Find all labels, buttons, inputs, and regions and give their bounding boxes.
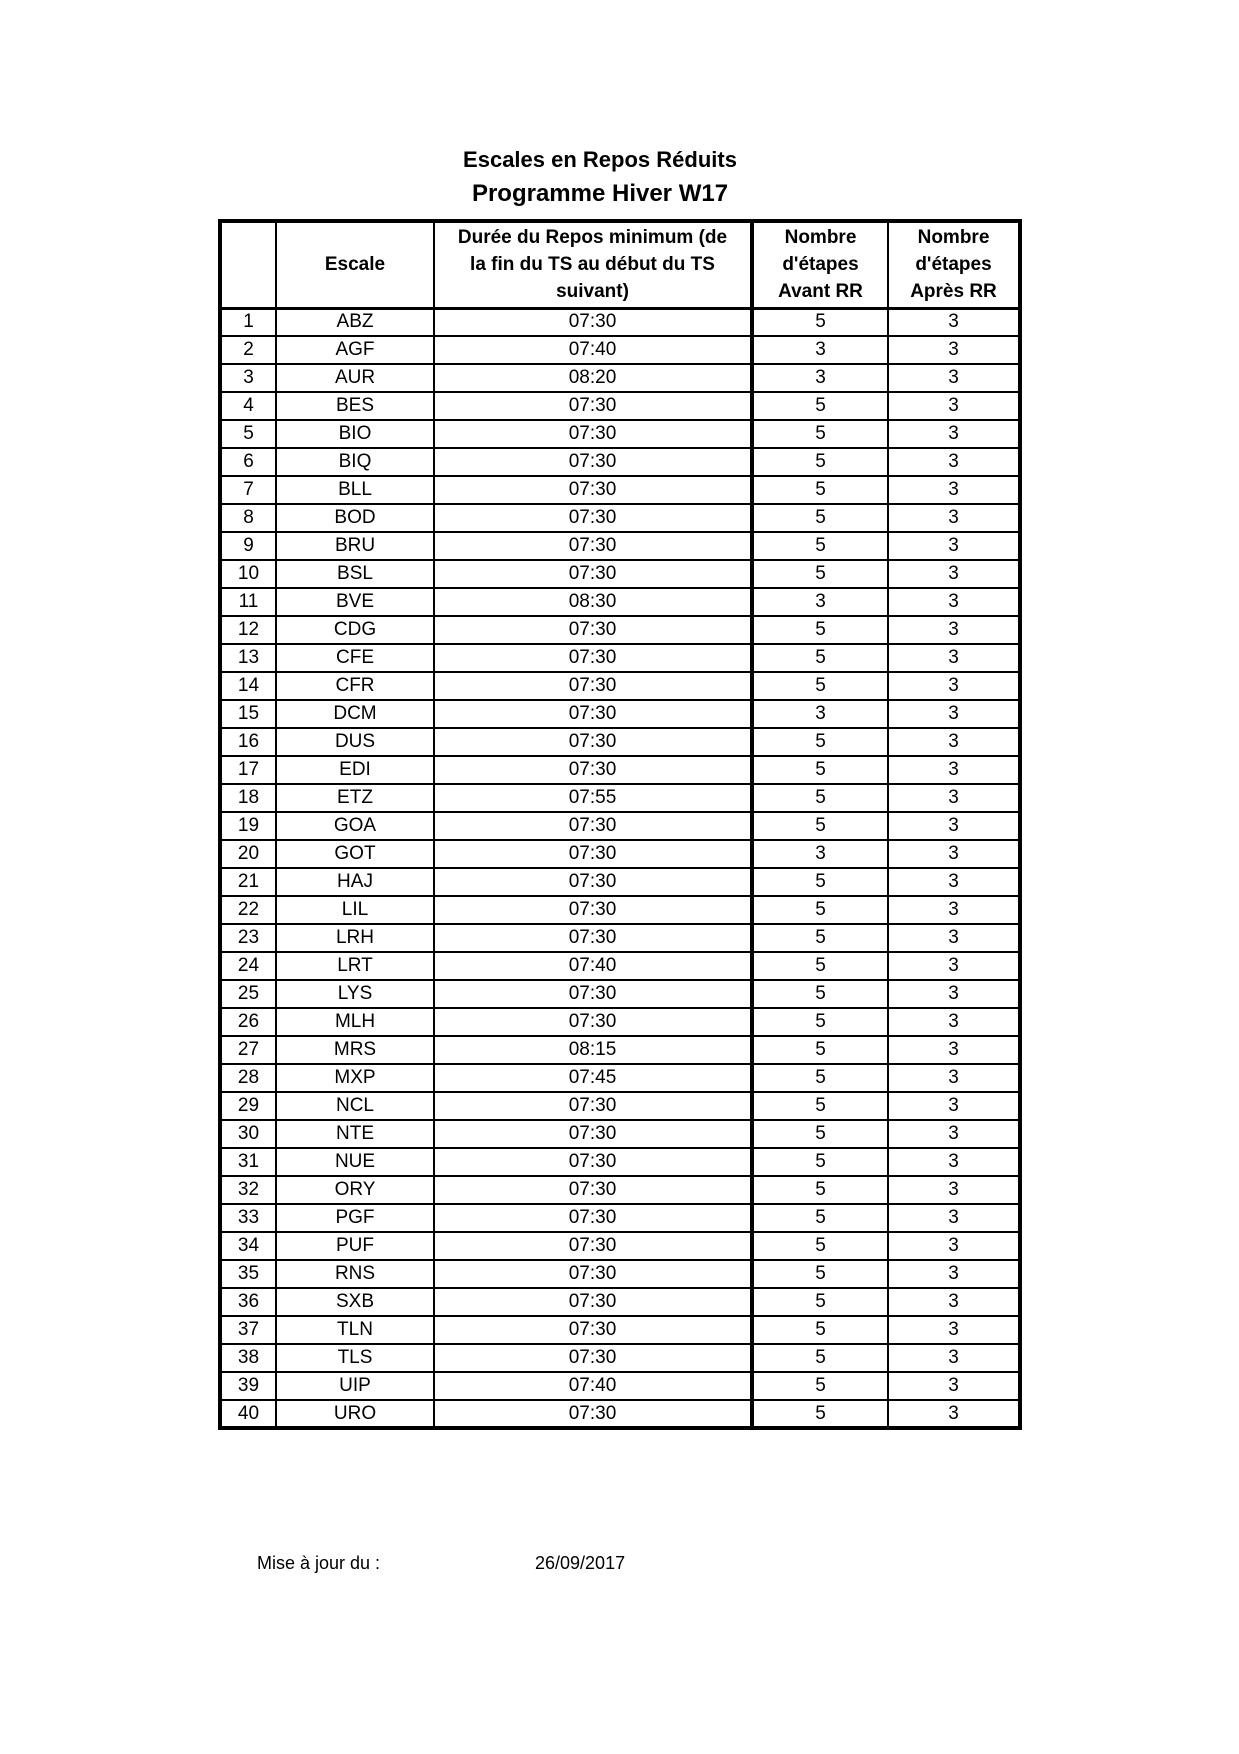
escale-cell: RNS bbox=[276, 1260, 434, 1288]
row-number-cell: 40 bbox=[220, 1400, 276, 1428]
etapes-apres-rr-cell: 3 bbox=[888, 588, 1020, 616]
duree-repos-cell: 07:30 bbox=[434, 896, 752, 924]
row-number-cell: 21 bbox=[220, 868, 276, 896]
escale-cell: BIQ bbox=[276, 448, 434, 476]
escale-cell: UIP bbox=[276, 1372, 434, 1400]
header-apres-line3: Après RR bbox=[910, 281, 997, 303]
escale-cell: HAJ bbox=[276, 868, 434, 896]
escale-cell: LIL bbox=[276, 896, 434, 924]
etapes-avant-rr-cell: 5 bbox=[752, 1008, 888, 1036]
duree-repos-cell: 07:30 bbox=[434, 1316, 752, 1344]
etapes-avant-rr-cell: 5 bbox=[752, 448, 888, 476]
etapes-apres-rr-cell: 3 bbox=[888, 784, 1020, 812]
table-row bbox=[220, 336, 1020, 364]
escale-cell: LRT bbox=[276, 952, 434, 980]
row-number-cell: 22 bbox=[220, 896, 276, 924]
etapes-avant-rr-cell: 5 bbox=[752, 392, 888, 420]
duree-repos-cell: 07:30 bbox=[434, 448, 752, 476]
escale-cell: LRH bbox=[276, 924, 434, 952]
escale-cell: LYS bbox=[276, 980, 434, 1008]
row-number-cell: 31 bbox=[220, 1148, 276, 1176]
etapes-avant-rr-cell: 5 bbox=[752, 644, 888, 672]
row-number-cell: 33 bbox=[220, 1204, 276, 1232]
etapes-apres-rr-cell: 3 bbox=[888, 1372, 1020, 1400]
etapes-apres-rr-cell: 3 bbox=[888, 560, 1020, 588]
row-number-cell: 20 bbox=[220, 840, 276, 868]
duree-repos-cell: 07:30 bbox=[434, 1344, 752, 1372]
etapes-avant-rr-cell: 5 bbox=[752, 1372, 888, 1400]
escale-cell: BLL bbox=[276, 476, 434, 504]
table-row bbox=[220, 1120, 1020, 1148]
etapes-apres-rr-cell: 3 bbox=[888, 756, 1020, 784]
row-number-cell: 37 bbox=[220, 1316, 276, 1344]
etapes-apres-rr-cell: 3 bbox=[888, 1260, 1020, 1288]
etapes-avant-rr-cell: 5 bbox=[752, 924, 888, 952]
duree-repos-cell: 07:30 bbox=[434, 1288, 752, 1316]
escale-cell: BOD bbox=[276, 504, 434, 532]
table-row bbox=[220, 756, 1020, 784]
etapes-apres-rr-cell: 3 bbox=[888, 364, 1020, 392]
escale-cell: SXB bbox=[276, 1288, 434, 1316]
etapes-avant-rr-cell: 5 bbox=[752, 560, 888, 588]
duree-repos-cell: 07:40 bbox=[434, 1372, 752, 1400]
header-etapes-apres-rr bbox=[888, 221, 1020, 308]
header-duree-line2: la fin du TS au début du TS bbox=[470, 254, 715, 276]
etapes-apres-rr-cell: 3 bbox=[888, 812, 1020, 840]
etapes-apres-rr-cell: 3 bbox=[888, 616, 1020, 644]
row-number-cell: 7 bbox=[220, 476, 276, 504]
duree-repos-cell: 07:30 bbox=[434, 1148, 752, 1176]
row-number-cell: 30 bbox=[220, 1120, 276, 1148]
row-number-cell: 36 bbox=[220, 1288, 276, 1316]
document-titles bbox=[0, 148, 1200, 207]
table-row bbox=[220, 728, 1020, 756]
escale-cell: ABZ bbox=[276, 308, 434, 336]
duree-repos-cell: 07:30 bbox=[434, 728, 752, 756]
etapes-avant-rr-cell: 5 bbox=[752, 728, 888, 756]
duree-repos-cell: 07:30 bbox=[434, 1232, 752, 1260]
row-number-cell: 9 bbox=[220, 532, 276, 560]
escale-cell: BIO bbox=[276, 420, 434, 448]
header-etapes-avant-rr bbox=[752, 221, 888, 308]
duree-repos-cell: 07:30 bbox=[434, 924, 752, 952]
duree-repos-cell: 08:20 bbox=[434, 364, 752, 392]
table-row bbox=[220, 560, 1020, 588]
etapes-apres-rr-cell: 3 bbox=[888, 1344, 1020, 1372]
etapes-apres-rr-cell: 3 bbox=[888, 728, 1020, 756]
etapes-avant-rr-cell: 5 bbox=[752, 1064, 888, 1092]
etapes-avant-rr-cell: 5 bbox=[752, 616, 888, 644]
duree-repos-cell: 07:30 bbox=[434, 1092, 752, 1120]
table-row bbox=[220, 700, 1020, 728]
etapes-avant-rr-cell: 5 bbox=[752, 308, 888, 336]
etapes-apres-rr-cell: 3 bbox=[888, 336, 1020, 364]
table-row bbox=[220, 616, 1020, 644]
header-apres-line2: d'étapes bbox=[915, 254, 992, 276]
etapes-avant-rr-cell: 5 bbox=[752, 952, 888, 980]
duree-repos-cell: 07:30 bbox=[434, 868, 752, 896]
etapes-apres-rr-cell: 3 bbox=[888, 924, 1020, 952]
table-row bbox=[220, 392, 1020, 420]
table-row bbox=[220, 1344, 1020, 1372]
duree-repos-cell: 07:30 bbox=[434, 1120, 752, 1148]
row-number-cell: 39 bbox=[220, 1372, 276, 1400]
row-number-cell: 4 bbox=[220, 392, 276, 420]
etapes-apres-rr-cell: 3 bbox=[888, 1148, 1020, 1176]
table-row bbox=[220, 896, 1020, 924]
header-row bbox=[220, 221, 1020, 308]
etapes-avant-rr-cell: 5 bbox=[752, 532, 888, 560]
table-row bbox=[220, 1288, 1020, 1316]
etapes-avant-rr-cell: 5 bbox=[752, 756, 888, 784]
header-duree-line3: suivant) bbox=[556, 281, 629, 303]
etapes-avant-rr-cell: 5 bbox=[752, 868, 888, 896]
row-number-cell: 2 bbox=[220, 336, 276, 364]
escale-cell: GOA bbox=[276, 812, 434, 840]
header-avant-line1: Nombre bbox=[784, 227, 857, 249]
row-number-cell: 38 bbox=[220, 1344, 276, 1372]
page-subtitle: Programme Hiver W17 bbox=[471, 180, 729, 207]
escale-cell: GOT bbox=[276, 840, 434, 868]
escale-cell: CFR bbox=[276, 672, 434, 700]
table-row bbox=[220, 1148, 1020, 1176]
etapes-apres-rr-cell: 3 bbox=[888, 1008, 1020, 1036]
table-body bbox=[220, 308, 1020, 1428]
escale-cell: DUS bbox=[276, 728, 434, 756]
table-row bbox=[220, 448, 1020, 476]
duree-repos-cell: 07:30 bbox=[434, 392, 752, 420]
duree-repos-cell: 07:30 bbox=[434, 840, 752, 868]
escale-cell: NCL bbox=[276, 1092, 434, 1120]
row-number-cell: 19 bbox=[220, 812, 276, 840]
escale-cell: ORY bbox=[276, 1176, 434, 1204]
etapes-avant-rr-cell: 5 bbox=[752, 476, 888, 504]
etapes-apres-rr-cell: 3 bbox=[888, 700, 1020, 728]
etapes-apres-rr-cell: 3 bbox=[888, 1120, 1020, 1148]
table-row bbox=[220, 868, 1020, 896]
row-number-cell: 3 bbox=[220, 364, 276, 392]
escale-cell: DCM bbox=[276, 700, 434, 728]
duree-repos-cell: 07:30 bbox=[434, 1400, 752, 1428]
table-row bbox=[220, 532, 1020, 560]
table-row bbox=[220, 1260, 1020, 1288]
update-date: 26/09/2017 bbox=[535, 1553, 626, 1573]
escales-table bbox=[218, 219, 1022, 1430]
etapes-apres-rr-cell: 3 bbox=[888, 896, 1020, 924]
etapes-apres-rr-cell: 3 bbox=[888, 308, 1020, 336]
duree-repos-cell: 07:30 bbox=[434, 1176, 752, 1204]
duree-repos-cell: 08:30 bbox=[434, 588, 752, 616]
duree-repos-cell: 07:30 bbox=[434, 1204, 752, 1232]
etapes-apres-rr-cell: 3 bbox=[888, 420, 1020, 448]
escale-cell: BES bbox=[276, 392, 434, 420]
etapes-avant-rr-cell: 3 bbox=[752, 336, 888, 364]
escale-cell: NTE bbox=[276, 1120, 434, 1148]
row-number-cell: 29 bbox=[220, 1092, 276, 1120]
etapes-apres-rr-cell: 3 bbox=[888, 952, 1020, 980]
escale-cell: BVE bbox=[276, 588, 434, 616]
row-number-cell: 24 bbox=[220, 952, 276, 980]
row-number-cell: 13 bbox=[220, 644, 276, 672]
escale-cell: NUE bbox=[276, 1148, 434, 1176]
table-row bbox=[220, 1372, 1020, 1400]
header-index bbox=[220, 221, 276, 308]
duree-repos-cell: 07:30 bbox=[434, 1260, 752, 1288]
escale-cell: TLN bbox=[276, 1316, 434, 1344]
page-title: Escales en Repos Réduits bbox=[463, 147, 737, 172]
etapes-apres-rr-cell: 3 bbox=[888, 868, 1020, 896]
etapes-apres-rr-cell: 3 bbox=[888, 980, 1020, 1008]
header-avant-line3: Avant RR bbox=[778, 281, 863, 303]
table-row bbox=[220, 504, 1020, 532]
table-row bbox=[220, 1204, 1020, 1232]
etapes-avant-rr-cell: 5 bbox=[752, 1316, 888, 1344]
row-number-cell: 11 bbox=[220, 588, 276, 616]
etapes-avant-rr-cell: 5 bbox=[752, 1036, 888, 1064]
table-row bbox=[220, 476, 1020, 504]
etapes-apres-rr-cell: 3 bbox=[888, 1288, 1020, 1316]
etapes-apres-rr-cell: 3 bbox=[888, 504, 1020, 532]
row-number-cell: 16 bbox=[220, 728, 276, 756]
etapes-apres-rr-cell: 3 bbox=[888, 1036, 1020, 1064]
duree-repos-cell: 07:40 bbox=[434, 952, 752, 980]
row-number-cell: 27 bbox=[220, 1036, 276, 1064]
table-row bbox=[220, 784, 1020, 812]
etapes-avant-rr-cell: 5 bbox=[752, 420, 888, 448]
table-row bbox=[220, 924, 1020, 952]
duree-repos-cell: 07:55 bbox=[434, 784, 752, 812]
etapes-avant-rr-cell: 5 bbox=[752, 1120, 888, 1148]
escale-cell: BSL bbox=[276, 560, 434, 588]
duree-repos-cell: 07:30 bbox=[434, 532, 752, 560]
escale-cell: MRS bbox=[276, 1036, 434, 1064]
etapes-apres-rr-cell: 3 bbox=[888, 840, 1020, 868]
duree-repos-cell: 07:30 bbox=[434, 560, 752, 588]
table-row bbox=[220, 1092, 1020, 1120]
header-escale: Escale bbox=[276, 221, 434, 308]
duree-repos-cell: 07:30 bbox=[434, 308, 752, 336]
table-row bbox=[220, 672, 1020, 700]
duree-repos-cell: 07:30 bbox=[434, 476, 752, 504]
table-row bbox=[220, 420, 1020, 448]
escale-cell: MLH bbox=[276, 1008, 434, 1036]
etapes-avant-rr-cell: 5 bbox=[752, 1092, 888, 1120]
etapes-avant-rr-cell: 3 bbox=[752, 700, 888, 728]
escale-cell: BRU bbox=[276, 532, 434, 560]
etapes-avant-rr-cell: 3 bbox=[752, 364, 888, 392]
row-number-cell: 1 bbox=[220, 308, 276, 336]
etapes-apres-rr-cell: 3 bbox=[888, 1400, 1020, 1428]
table-row bbox=[220, 1400, 1020, 1428]
table-row bbox=[220, 644, 1020, 672]
row-number-cell: 10 bbox=[220, 560, 276, 588]
etapes-avant-rr-cell: 5 bbox=[752, 504, 888, 532]
escale-cell: URO bbox=[276, 1400, 434, 1428]
duree-repos-cell: 08:15 bbox=[434, 1036, 752, 1064]
header-apres-line1: Nombre bbox=[917, 227, 990, 249]
table-row bbox=[220, 1036, 1020, 1064]
escale-cell: AGF bbox=[276, 336, 434, 364]
etapes-apres-rr-cell: 3 bbox=[888, 1176, 1020, 1204]
duree-repos-cell: 07:30 bbox=[434, 980, 752, 1008]
table-row bbox=[220, 840, 1020, 868]
etapes-avant-rr-cell: 5 bbox=[752, 1204, 888, 1232]
etapes-apres-rr-cell: 3 bbox=[888, 672, 1020, 700]
escale-cell: MXP bbox=[276, 1064, 434, 1092]
escale-cell: CDG bbox=[276, 616, 434, 644]
escale-cell: PGF bbox=[276, 1204, 434, 1232]
row-number-cell: 34 bbox=[220, 1232, 276, 1260]
row-number-cell: 12 bbox=[220, 616, 276, 644]
row-number-cell: 18 bbox=[220, 784, 276, 812]
table-row bbox=[220, 1064, 1020, 1092]
row-number-cell: 23 bbox=[220, 924, 276, 952]
table-row bbox=[220, 1316, 1020, 1344]
etapes-apres-rr-cell: 3 bbox=[888, 392, 1020, 420]
etapes-avant-rr-cell: 5 bbox=[752, 1400, 888, 1428]
etapes-avant-rr-cell: 5 bbox=[752, 784, 888, 812]
row-number-cell: 17 bbox=[220, 756, 276, 784]
escale-cell: CFE bbox=[276, 644, 434, 672]
header-duree-repos bbox=[434, 221, 752, 308]
etapes-avant-rr-cell: 5 bbox=[752, 1260, 888, 1288]
duree-repos-cell: 07:30 bbox=[434, 756, 752, 784]
etapes-avant-rr-cell: 5 bbox=[752, 1344, 888, 1372]
escale-cell: ETZ bbox=[276, 784, 434, 812]
etapes-avant-rr-cell: 5 bbox=[752, 672, 888, 700]
etapes-apres-rr-cell: 3 bbox=[888, 1316, 1020, 1344]
table-row bbox=[220, 364, 1020, 392]
etapes-apres-rr-cell: 3 bbox=[888, 1204, 1020, 1232]
row-number-cell: 15 bbox=[220, 700, 276, 728]
duree-repos-cell: 07:30 bbox=[434, 420, 752, 448]
etapes-apres-rr-cell: 3 bbox=[888, 1064, 1020, 1092]
table-row bbox=[220, 980, 1020, 1008]
table-row bbox=[220, 812, 1020, 840]
etapes-apres-rr-cell: 3 bbox=[888, 644, 1020, 672]
duree-repos-cell: 07:40 bbox=[434, 336, 752, 364]
escale-cell: TLS bbox=[276, 1344, 434, 1372]
duree-repos-cell: 07:30 bbox=[434, 812, 752, 840]
etapes-apres-rr-cell: 3 bbox=[888, 532, 1020, 560]
etapes-avant-rr-cell: 5 bbox=[752, 812, 888, 840]
etapes-apres-rr-cell: 3 bbox=[888, 476, 1020, 504]
header-avant-line2: d'étapes bbox=[782, 254, 859, 276]
duree-repos-cell: 07:30 bbox=[434, 672, 752, 700]
duree-repos-cell: 07:30 bbox=[434, 1008, 752, 1036]
duree-repos-cell: 07:45 bbox=[434, 1064, 752, 1092]
row-number-cell: 5 bbox=[220, 420, 276, 448]
etapes-apres-rr-cell: 3 bbox=[888, 1232, 1020, 1260]
row-number-cell: 35 bbox=[220, 1260, 276, 1288]
etapes-avant-rr-cell: 5 bbox=[752, 1232, 888, 1260]
duree-repos-cell: 07:30 bbox=[434, 616, 752, 644]
row-number-cell: 28 bbox=[220, 1064, 276, 1092]
table-row bbox=[220, 1008, 1020, 1036]
escale-cell: EDI bbox=[276, 756, 434, 784]
duree-repos-cell: 07:30 bbox=[434, 504, 752, 532]
header-duree-line1: Durée du Repos minimum (de bbox=[457, 227, 728, 249]
escale-cell: AUR bbox=[276, 364, 434, 392]
etapes-avant-rr-cell: 3 bbox=[752, 588, 888, 616]
etapes-apres-rr-cell: 3 bbox=[888, 1092, 1020, 1120]
etapes-avant-rr-cell: 3 bbox=[752, 840, 888, 868]
etapes-avant-rr-cell: 5 bbox=[752, 1176, 888, 1204]
escale-cell: PUF bbox=[276, 1232, 434, 1260]
duree-repos-cell: 07:30 bbox=[434, 644, 752, 672]
row-number-cell: 26 bbox=[220, 1008, 276, 1036]
row-number-cell: 6 bbox=[220, 448, 276, 476]
etapes-avant-rr-cell: 5 bbox=[752, 1288, 888, 1316]
table-row bbox=[220, 952, 1020, 980]
table-row bbox=[220, 308, 1020, 336]
update-label: Mise à jour du : bbox=[257, 1553, 381, 1573]
table-row bbox=[220, 1232, 1020, 1260]
etapes-apres-rr-cell: 3 bbox=[888, 448, 1020, 476]
etapes-avant-rr-cell: 5 bbox=[752, 1148, 888, 1176]
etapes-avant-rr-cell: 5 bbox=[752, 980, 888, 1008]
table-row bbox=[220, 588, 1020, 616]
etapes-avant-rr-cell: 5 bbox=[752, 896, 888, 924]
row-number-cell: 8 bbox=[220, 504, 276, 532]
row-number-cell: 14 bbox=[220, 672, 276, 700]
duree-repos-cell: 07:30 bbox=[434, 700, 752, 728]
row-number-cell: 25 bbox=[220, 980, 276, 1008]
table-row bbox=[220, 1176, 1020, 1204]
row-number-cell: 32 bbox=[220, 1176, 276, 1204]
